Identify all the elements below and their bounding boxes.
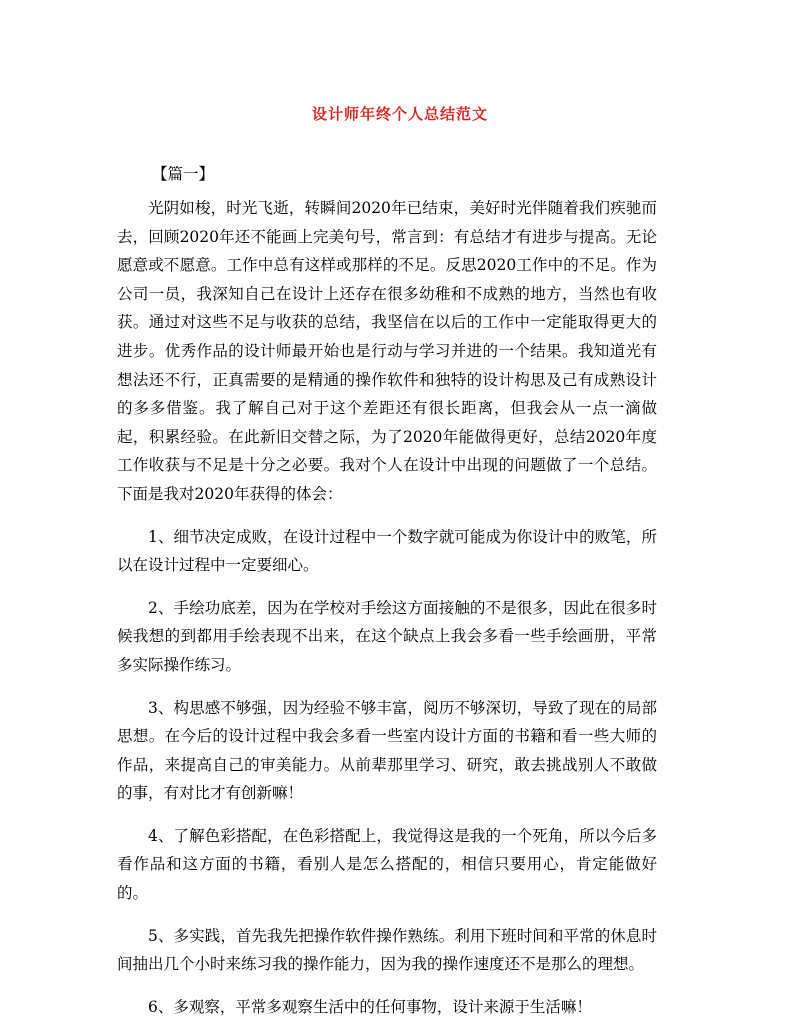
list-item: 1、细节决定成败，在设计过程中一个数字就可能成为你设计中的败笔，所以在设计过程中一定要细心。 bbox=[117, 527, 657, 575]
section-heading: 【篇一】 bbox=[152, 165, 215, 183]
intro-paragraph: 光阴如梭，时光飞逝，转瞬间2020年已结束，美好时光伴随着我们疾驰而去，回顾2020年还不能画上完美句号，常言到：有总结才有进步与提高。无论愿意或不愿意。工作中总有这样或那样的不足。反思2020工作中的不足。作为公司一员，我深知自己在设计上还存在很多幼稚和不成熟的地方，当然也有收获。通过对这些不足与收获的总结，我坚信在以后的工作中一定能取得更大的进步。优秀作品的设计师最开始也是行动与学习并进的一个结果。我知道光有想法还不行，正真需要的是精通的操作软件和独特的设计构思及己有成熟设计的多多借鉴。我了解自己对于这个差距还有很长距离，但我会从一点一滴做起，积累经验。在此新旧交替之际，为了2020年能做得更好，总结2020年度工作收获与不足是十分之必要。我对个人在设计中出现的问题做了一个总结。下面是我对2020年获得的体会： bbox=[117, 199, 657, 503]
document-body bbox=[117, 194, 657, 1021]
list-item: 4、了解色彩搭配，在色彩搭配上，我觉得这是我的一个死角，所以今后多看作品和这方面的书籍，看别人是怎么搭配的，相信只要用心，肯定能做好的。 bbox=[117, 826, 657, 903]
list-item: 5、多实践，首先我先把操作软件操作熟练。利用下班时间和平常的休息时间抽出几个小时来练习我的操作能力，因为我的操作速度还不是那么的理想。 bbox=[117, 926, 657, 974]
list-item: 6、多观察，平常多观察生活中的任何事物，设计来源于生活嘛！ bbox=[148, 997, 592, 1016]
document-title: 设计师年终个人总结范文 bbox=[311, 105, 488, 123]
list-item: 3、构思感不够强，因为经验不够丰富，阅历不够深切，导致了现在的局部思想。在今后的设计过程中我会多看一些室内设计方面的书籍和看一些大师的作品，来提高自己的审美能力。从前辈那里学习、研究，敢去挑战别人不敢做的事，有对比才有创新嘛！ bbox=[117, 698, 657, 803]
list-item: 2、手绘功底差，因为在学校对手绘这方面接触的不是很多，因此在很多时候我想的到都用手绘表现不出来，在这个缺点上我会多看一些手绘画册，平常多实际操作练习。 bbox=[117, 598, 657, 674]
